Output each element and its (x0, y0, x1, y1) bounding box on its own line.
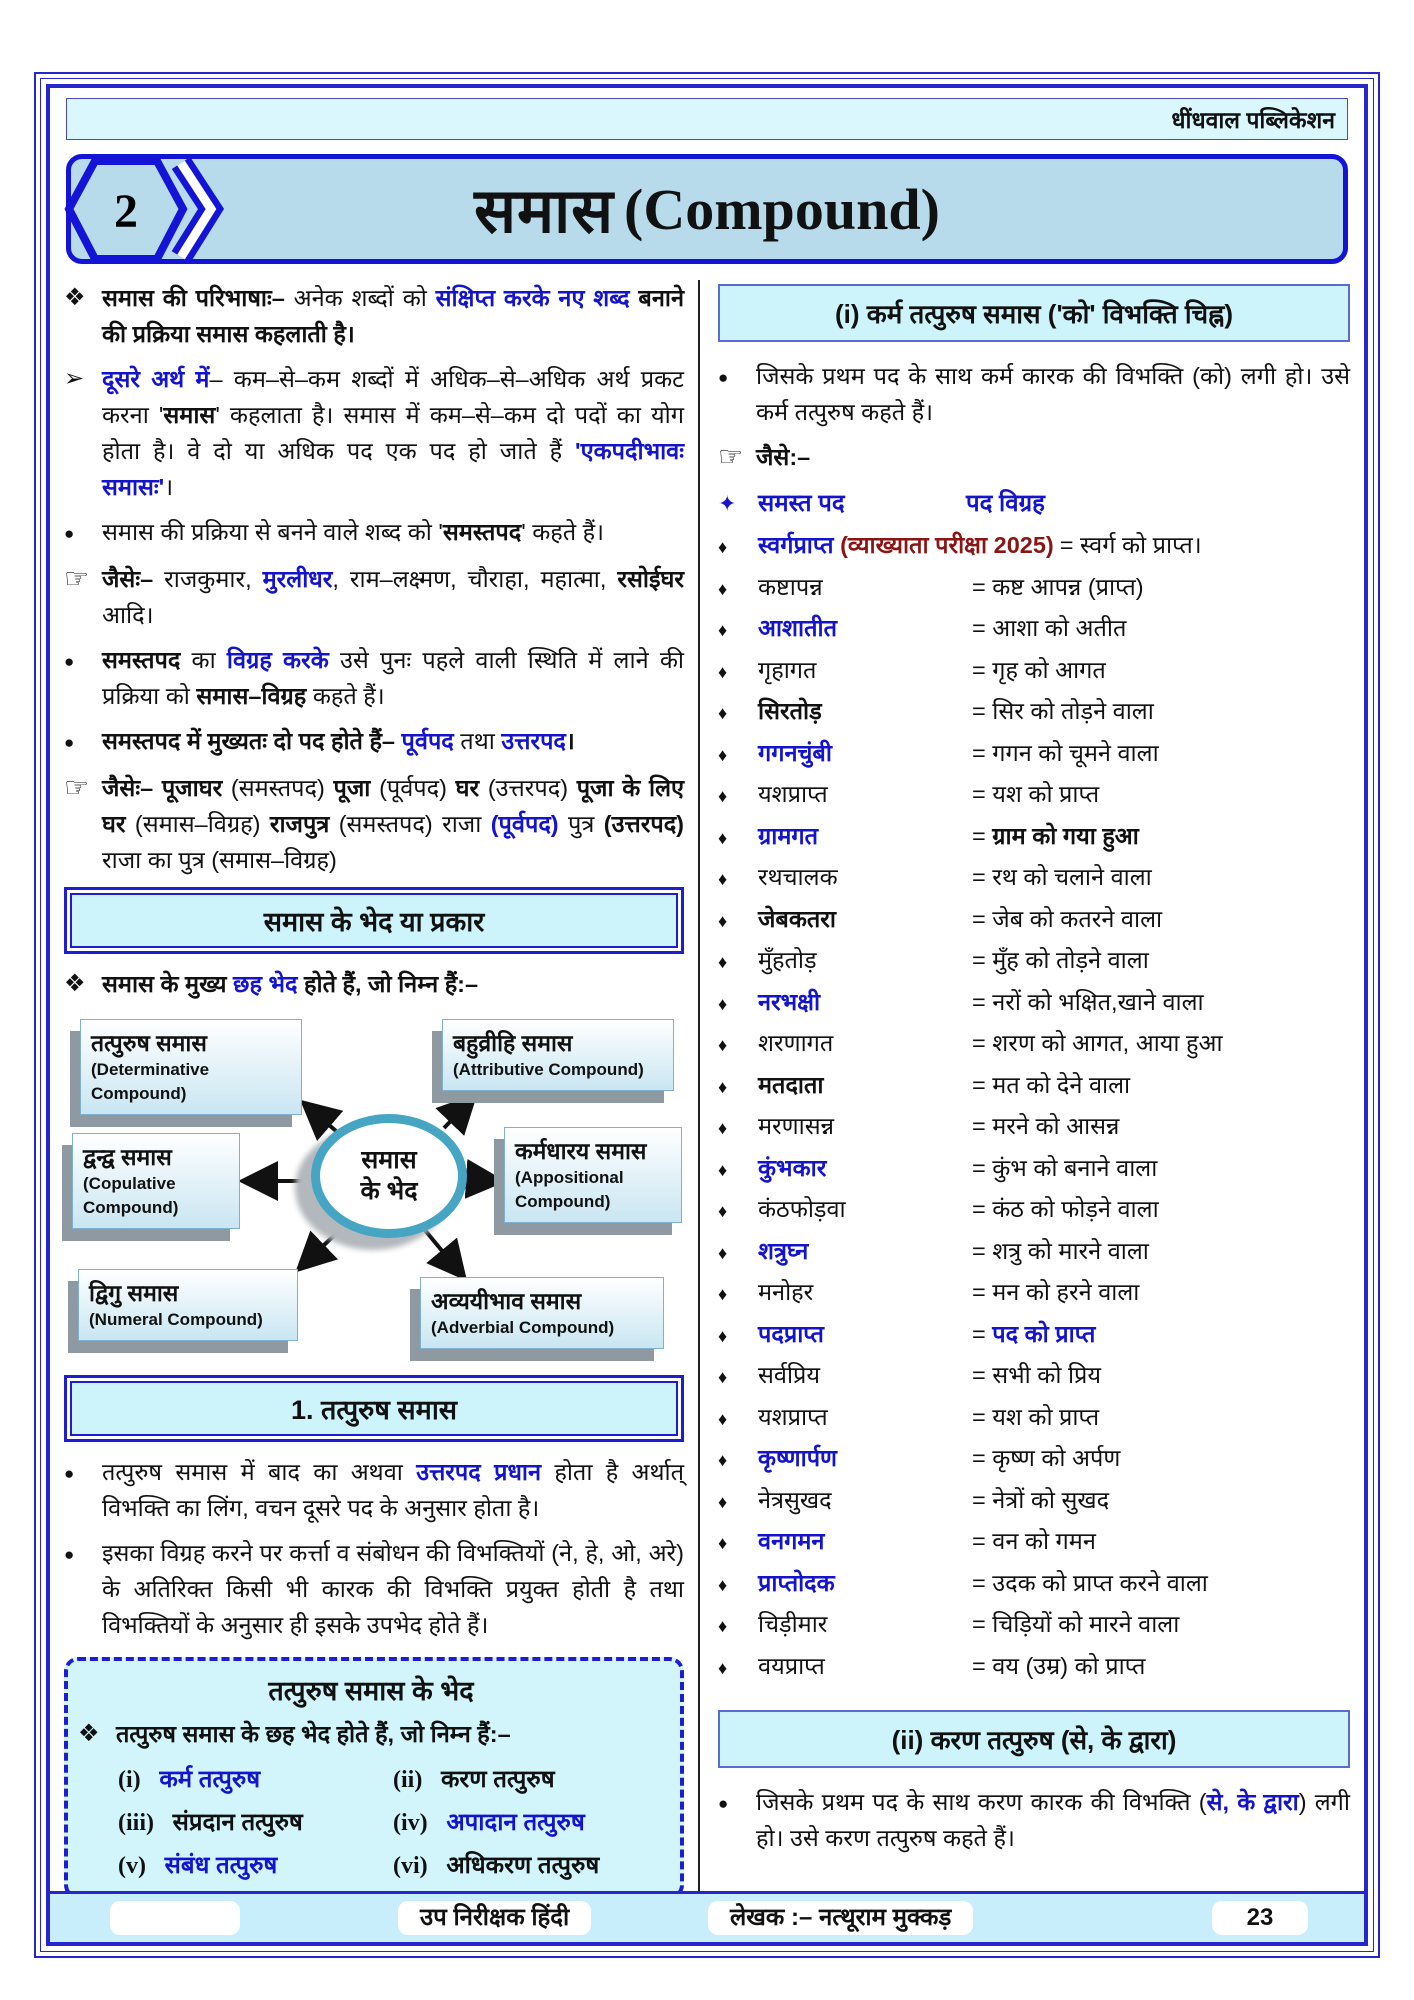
two-column-layout (64, 280, 1350, 1899)
diagram-box (80, 1019, 302, 1115)
compound-term: कृष्णार्पण (758, 1445, 838, 1471)
paragraph (64, 280, 684, 352)
compound-definition: = शरण को आगत, आया हुआ (972, 1030, 1223, 1056)
bullet-icon (64, 561, 102, 633)
paragraph (718, 439, 1350, 477)
diamond-bullet-icon (718, 943, 758, 980)
paragraph (64, 361, 684, 505)
compound-definition: = मरने को आसन्न (972, 1113, 1120, 1139)
chapter-title-bar (66, 154, 1348, 264)
compound-definition: = रथ को चलाने वाला (972, 864, 1152, 890)
bullet-icon (64, 723, 102, 761)
diagram-box-title: द्वन्द्व समास (83, 1144, 172, 1170)
compound-pair-row (718, 653, 1350, 695)
compound-definition: = सभी को प्रिय (972, 1362, 1102, 1388)
tatpurush-types-title: तत्पुरुष समास के भेद (268, 1676, 474, 1706)
type-number: (ii) (393, 1767, 423, 1793)
bullet-icon (64, 1535, 102, 1643)
compound-pair-row (718, 819, 1350, 861)
diamond-bullet-icon (718, 1234, 758, 1271)
types-note (64, 966, 684, 1002)
bullet-icon (64, 361, 102, 505)
diamond-bullet-icon (718, 611, 758, 648)
tatpurush-points (64, 1454, 684, 1643)
compound-term: मरणासन्न (758, 1113, 835, 1139)
compound-term: गृहागत (758, 656, 817, 683)
paragraph-text: समास के मुख्य छह भेद होते हैं, जो निम्न हैं:– (102, 971, 479, 997)
diamond-bullet-icon (718, 860, 758, 897)
type-label: कर्म तत्पुरुष (159, 1766, 261, 1793)
type-number: (iv) (393, 1810, 428, 1836)
page-footer (46, 1891, 1368, 1946)
compound-pair-row (718, 1524, 1350, 1566)
bullet-icon (64, 514, 102, 552)
intro-paragraphs (64, 280, 684, 878)
diamond-bullet-icon (718, 1649, 758, 1686)
pair-list-header (718, 486, 1350, 528)
diamond-bullet-icon (718, 1275, 758, 1312)
diagram-box-subtitle: (Attributive Compound) (453, 1060, 644, 1079)
compound-definition: = यश को प्राप्त (972, 781, 1100, 807)
chapter-number: 2 (114, 185, 138, 238)
paragraph (64, 723, 684, 761)
compound-definition: = कृष्ण को अर्पण (972, 1445, 1121, 1471)
compound-term: प्राप्तोदक (758, 1569, 835, 1596)
type-label: करण तत्पुरुष (441, 1766, 555, 1793)
tatpurush-type-item (118, 1848, 389, 1881)
diamond-bullet-icon (718, 1483, 758, 1520)
paragraph (64, 770, 684, 878)
footer-empty-pill (110, 1901, 240, 1935)
compound-term: वनगमन (758, 1528, 825, 1554)
diamond-bullet-icon (718, 819, 758, 856)
compound-definition: = नरों को भक्षित,खाने वाला (972, 988, 1204, 1015)
diamond-bullet-icon (718, 1358, 758, 1395)
diagram-box-title: द्विगु समास (89, 1280, 179, 1306)
diagram-center-circle: समास के भेद (311, 1114, 467, 1238)
diagram-box-subtitle: (Determinative Compound) (91, 1060, 210, 1103)
page-number: 23 (1212, 1901, 1308, 1935)
paragraph-text: जिसके प्रथम पद के साथ करण कारक की विभक्ति (से, के द्वारा) लगी हो। उसे करण तत्पुरुष कहते हैं। (756, 1789, 1350, 1851)
page-title: समास (474, 177, 615, 246)
diagram-box-title: बहुव्रीहि समास (453, 1030, 573, 1056)
compound-pair-row (718, 1026, 1350, 1068)
paragraph (64, 642, 684, 714)
bullet-icon (64, 966, 102, 1002)
compound-term: जेबकतरा (758, 905, 836, 932)
bullet-icon (64, 280, 102, 352)
diamond-bullet-icon (718, 528, 758, 565)
tatpurush-type-item (393, 1805, 664, 1838)
section-header-tatpurush: 1. तत्पुरुष समास (64, 1375, 684, 1442)
diamond-bullet-icon (718, 1192, 758, 1229)
diamond-bullet-icon (718, 902, 758, 939)
paragraph-text: दूसरे अर्थ में– कम–से–कम शब्दों में अधिक–से–अधिक अर्थ प्रकट करना 'समास' कहलाता है। समास में कम–से–कम दो पदों का योग होता है। वे दो या अधिक पद एक पद हो जाते हैं 'एकपदीभावः समासः'। (102, 366, 684, 500)
karan-points (718, 1784, 1350, 1856)
diagram-box-title: तत्पुरुष समास (91, 1030, 207, 1056)
diamond-bullet-icon (718, 1151, 758, 1188)
diagram-box (78, 1269, 298, 1341)
column-header-samast-pad: समस्त पद (758, 490, 845, 517)
compound-pair-row (718, 694, 1350, 736)
diamond-bullet-icon (718, 653, 758, 690)
compound-pair-row (718, 943, 1350, 985)
compound-term: चिड़ीमार (758, 1611, 828, 1637)
compound-pair-row (718, 1192, 1350, 1234)
diagram-box-subtitle: (Appositional Compound) (515, 1168, 624, 1211)
compound-pair-row (718, 1275, 1350, 1317)
paragraph-text: जिसके प्रथम पद के साथ कर्म कारक की विभक्ति (को) लगी हो। उसे कर्म तत्पुरुष कहते हैं। (756, 363, 1350, 425)
compound-definition: = गगन को चूमने वाला (972, 739, 1159, 766)
compound-definition: = वन को गमन (972, 1528, 1096, 1554)
compound-term: स्वर्गप्राप्त (व्याख्याता परीक्षा 2025) (758, 532, 1054, 558)
compound-definition: = वय (उम्र) को प्राप्त (972, 1652, 1146, 1679)
compound-term: यशप्राप्त (758, 1403, 828, 1430)
compound-pair-row (718, 1649, 1350, 1691)
paragraph (64, 514, 684, 552)
diamond-bullet-icon (718, 1026, 758, 1063)
paragraph-text: जैसेः– पूजाघर (समस्तपद) पूजा (पूर्वपद) घर (उत्तरपद) पूजा के लिए घर (समास–विग्रह) राजपुत्र (समस्तपद) राजा (पूर्वपद) पुत्र (उत्तरपद) राजा का पुत्र (समास–विग्रह) (102, 775, 685, 873)
compound-term: गगनचुंबी (758, 739, 832, 766)
karm-points (718, 358, 1350, 477)
compound-types-diagram (64, 1011, 684, 1361)
type-number: (i) (118, 1767, 141, 1793)
footer-author: लेखक :– नत्थूराम मुक्कड़ (708, 1901, 973, 1935)
compound-pair-row (718, 1358, 1350, 1400)
left-column (64, 280, 700, 1899)
compound-definition: = गृह को आगत (972, 656, 1106, 683)
diamond-bullet-icon (718, 1566, 758, 1603)
compound-definition: = पद को प्राप्त (972, 1320, 1096, 1347)
type-number: (v) (118, 1853, 146, 1879)
compound-pair-row (718, 860, 1350, 902)
column-header-pad-vigrah: पद विग्रह (966, 490, 1045, 517)
diamond-bullet-icon (718, 694, 758, 731)
compound-definition: = कष्ट आपन्न (प्राप्त) (972, 573, 1144, 600)
tatpurush-types-box (64, 1657, 684, 1899)
compound-definition: = जेब को कतरने वाला (972, 905, 1163, 932)
compound-pair-row (718, 1317, 1350, 1359)
compound-term: आशातीत (758, 615, 837, 641)
paragraph-text: इसका विग्रह करने पर कर्त्ता व संबोधन की विभक्तियों (ने, हे, ओ, अरे) के अतिरिक्त किसी भी कारक की विभक्ति प्रयुक्त होती है तथा विभक्तियों के अनुसार ही इसके उपभेद होते हैं। (102, 1540, 684, 1638)
compound-term: पदप्राप्त (758, 1320, 824, 1347)
chapter-badge-icon (61, 147, 251, 275)
type-label: अपादान तत्पुरुष (446, 1809, 585, 1836)
paragraph (64, 1454, 684, 1526)
diamond-bullet-icon (718, 1400, 758, 1437)
diamond-bullet-icon (718, 1109, 758, 1146)
bullet-icon (64, 642, 102, 714)
compound-definition: = स्वर्ग को प्राप्त। (1059, 532, 1202, 558)
compound-definition: = चिड़ियों को मारने वाला (972, 1611, 1180, 1637)
compound-pair-row (718, 1068, 1350, 1110)
compound-pair-list (718, 528, 1350, 1690)
type-number: (vi) (393, 1853, 428, 1879)
diagram-box-subtitle: (Numeral Compound) (89, 1310, 263, 1329)
compound-definition: = शत्रु को मारने वाला (972, 1237, 1149, 1264)
tatpurush-type-item (118, 1805, 389, 1838)
compound-term: वयप्राप्त (758, 1652, 825, 1679)
compound-term: ग्रामगत (758, 822, 819, 849)
page-title-english: (Compound) (624, 176, 940, 242)
compound-definition: = नेत्रों को सुखद (972, 1486, 1110, 1513)
bullet-icon (718, 358, 756, 430)
compound-definition: = सिर को तोड़ने वाला (972, 698, 1154, 724)
compound-term: नरभक्षी (758, 988, 821, 1015)
diamond-bullet-icon (718, 777, 758, 814)
type-number: (iii) (118, 1810, 154, 1836)
publisher-strip: धींधवाल पब्लिकेशन (66, 98, 1348, 140)
star-bullet-icon (718, 486, 758, 522)
tatpurush-type-item (393, 1762, 664, 1795)
compound-term: नेत्रसुखद (758, 1486, 832, 1513)
diagram-box-subtitle: (Adverbial Compound) (431, 1318, 615, 1337)
compound-pair-row (718, 1566, 1350, 1608)
section-header-types: समास के भेद या प्रकार (64, 887, 684, 954)
compound-term: कंठफोड़वा (758, 1196, 846, 1222)
compound-definition: = ग्राम को गया हुआ (972, 822, 1139, 849)
paragraph-text: समस्तपद में मुख्यतः दो पद होते हैं– पूर्वपद तथा उत्तरपद। (102, 728, 575, 754)
karan-tatpurush-header: (ii) करण तत्पुरुष (से, के द्वारा) (718, 1710, 1350, 1768)
diamond-bullet-icon (718, 1068, 758, 1105)
compound-pair-row (718, 1441, 1350, 1483)
compound-pair-row (718, 902, 1350, 944)
compound-term: सर्वप्रिय (758, 1362, 821, 1388)
compound-definition: = कंठ को फोड़ने वाला (972, 1196, 1159, 1222)
compound-term: शत्रुघ्न (758, 1237, 809, 1264)
compound-definition: = मन को हरने वाला (972, 1279, 1140, 1305)
diagram-box (504, 1127, 682, 1223)
compound-definition: = यश को प्राप्त (972, 1403, 1100, 1430)
compound-pair-row (718, 611, 1350, 653)
compound-term: मनोहर (758, 1279, 814, 1305)
compound-term: यशप्राप्त (758, 781, 828, 807)
page-frame (34, 72, 1380, 1958)
paragraph (64, 561, 684, 633)
tatpurush-type-item (118, 1762, 389, 1795)
diamond-bullet-icon (718, 736, 758, 773)
compound-term: सिरतोड़ (758, 698, 822, 724)
type-label: अधिकरण तत्पुरुष (446, 1852, 600, 1879)
paragraph-text: जैसे:– (756, 444, 811, 470)
diagram-box-title: कर्मधारय समास (515, 1138, 647, 1164)
compound-term: मतदाता (758, 1071, 824, 1098)
diamond-bullet-icon (718, 570, 758, 607)
diagram-box-subtitle: (Copulative Compound) (83, 1174, 179, 1217)
paragraph-text: जैसेः– राजकुमार, मुरलीधर, राम–लक्ष्मण, चौराहा, महात्मा, रसोईघर आदि। (102, 566, 684, 628)
bullet-icon (718, 1784, 756, 1856)
compound-pair-row (718, 528, 1350, 570)
compound-definition: = मुँह को तोड़ने वाला (972, 947, 1149, 973)
tatpurush-type-item (393, 1848, 664, 1881)
compound-pair-row (718, 1109, 1350, 1151)
compound-definition: = आशा को अतीत (972, 615, 1127, 641)
paragraph-text: समास की परिभाषाः– अनेक शब्दों को संक्षिप्त करके नए शब्द बनाने की प्रक्रिया समास कहलाती है। (102, 285, 684, 347)
bullet-icon (718, 439, 756, 477)
compound-term: शरणागत (758, 1030, 834, 1056)
compound-pair-row (718, 985, 1350, 1027)
diamond-bullet-icon (718, 1524, 758, 1561)
paragraph-text: तत्पुरुष समास के छह भेद होते हैं, जो निम्न हैं:– (116, 1721, 511, 1747)
bullet-icon (64, 770, 102, 878)
diamond-bullet-icon (718, 1317, 758, 1354)
paragraph-text: समस्तपद का विग्रह करके उसे पुनः पहले वाली स्थिति में लाने की प्रक्रिया को समास–विग्रह कहते हैं। (102, 647, 684, 709)
paragraph (64, 1535, 684, 1643)
diagram-box (420, 1277, 664, 1349)
compound-term: कुंभकार (758, 1154, 827, 1181)
right-column (700, 280, 1350, 1899)
paragraph-text: तत्पुरुष समास में बाद का अथवा उत्तरपद प्रधान होता है अर्थात् विभक्ति का लिंग, वचन दूसरे पद के अनुसार होता है। (102, 1459, 684, 1521)
paragraph (64, 966, 684, 1002)
bullet-icon (64, 1454, 102, 1526)
footer-course-label: उप निरीक्षक हिंदी (398, 1901, 591, 1935)
tatpurush-types-note (78, 1716, 664, 1752)
compound-pair-row (718, 736, 1350, 778)
compound-term: कष्टापन्न (758, 573, 823, 600)
compound-pair-row (718, 1234, 1350, 1276)
diamond-bullet-icon (718, 1441, 758, 1478)
compound-pair-row (718, 1607, 1350, 1649)
bullet-icon (78, 1716, 116, 1752)
type-label: संप्रदान तत्पुरुष (172, 1809, 303, 1836)
compound-definition: = उदक को प्राप्त करने वाला (972, 1569, 1208, 1596)
karm-tatpurush-header: (i) कर्म तत्पुरुष समास ('को' विभक्ति चिह्न) (718, 284, 1350, 342)
diamond-bullet-icon (718, 1607, 758, 1644)
diagram-box (442, 1019, 674, 1091)
tatpurush-types-grid (78, 1762, 664, 1881)
paragraph (718, 358, 1350, 430)
compound-pair-row (718, 1400, 1350, 1442)
diamond-bullet-icon (718, 985, 758, 1022)
paragraph (718, 1784, 1350, 1856)
type-label: संबंध तत्पुरुष (164, 1852, 278, 1879)
compound-definition: = कुंभ को बनाने वाला (972, 1154, 1158, 1181)
compound-definition: = मत को देने वाला (972, 1071, 1131, 1098)
paragraph (78, 1716, 664, 1752)
compound-term: रथचालक (758, 864, 838, 890)
compound-term: मुँहतोड़ (758, 947, 817, 973)
compound-pair-row (718, 1483, 1350, 1525)
compound-pair-row (718, 777, 1350, 819)
compound-pair-row (718, 570, 1350, 612)
compound-pair-row (718, 1151, 1350, 1193)
paragraph-text: समास की प्रक्रिया से बनने वाले शब्द को 'समस्तपद' कहते हैं। (102, 519, 605, 545)
diagram-box (72, 1133, 240, 1229)
diagram-box-title: अव्ययीभाव समास (431, 1288, 582, 1314)
